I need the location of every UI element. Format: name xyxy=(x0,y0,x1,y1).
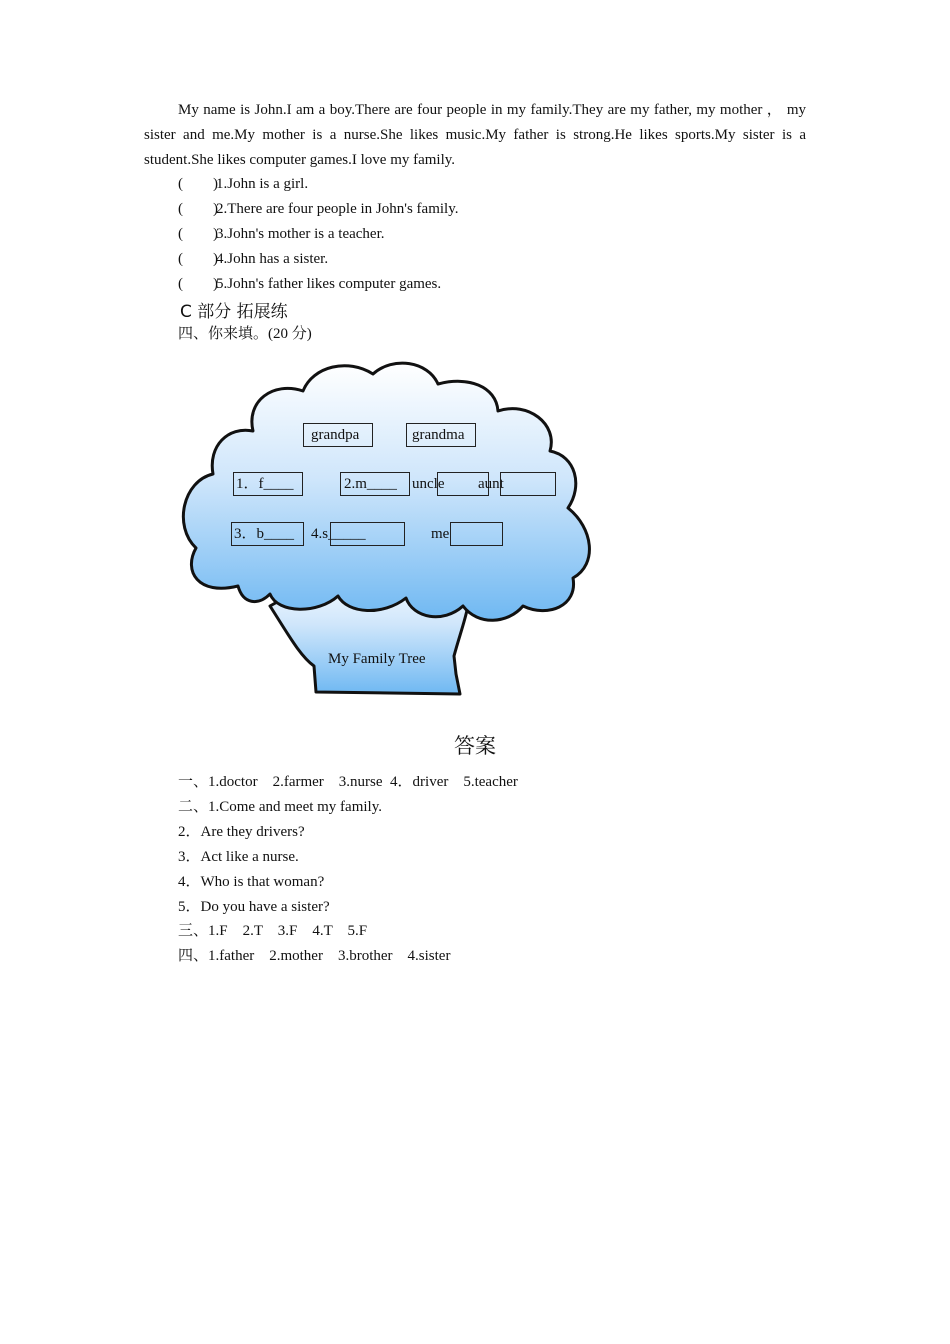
answer-blank[interactable]: ( ) xyxy=(178,176,218,192)
answer-line: 2．Are they drivers? xyxy=(178,824,305,840)
question-text: 3.John's mother is a teacher. xyxy=(216,226,385,242)
section-c-heading: C 部分 拓展练 xyxy=(180,302,288,322)
answer-blank[interactable]: ( ) xyxy=(178,276,218,292)
answers-title: 答案 xyxy=(454,734,496,758)
answer-blank[interactable]: ( ) xyxy=(178,226,218,242)
aunt-label: aunt xyxy=(478,476,504,492)
section-4-heading: 四、你来填。(20 分) xyxy=(178,326,312,342)
question-text: 1.John is a girl. xyxy=(216,176,309,192)
answer-line: 5．Do you have a sister? xyxy=(178,899,330,915)
answer-line: 一、1.doctor 2.farmer 3.nurse 4．driver 5.teacher xyxy=(178,774,518,790)
tree-caption: My Family Tree xyxy=(328,651,426,667)
me-box xyxy=(450,522,503,546)
answer-line: 二、1.Come and meet my family. xyxy=(178,799,382,815)
question-text: 2.There are four people in John's family. xyxy=(216,201,459,217)
uncle-label: uncle xyxy=(412,476,445,492)
grandpa-label: grandpa xyxy=(311,427,360,443)
grandma-label: grandma xyxy=(412,427,465,443)
answer-blank[interactable]: ( ) xyxy=(178,251,218,267)
family-tree xyxy=(178,356,602,706)
mother-blank-label: 2.m____ xyxy=(344,476,397,492)
question-text: 4.John has a sister. xyxy=(216,251,329,267)
answer-line: 三、1.F 2.T 3.F 4.T 5.F xyxy=(178,923,368,939)
sister-box[interactable] xyxy=(330,522,405,546)
question-2 xyxy=(178,197,458,222)
question-3 xyxy=(178,222,385,247)
question-text: 5.John's father likes computer games. xyxy=(216,276,442,292)
sister-blank-label: 4.s_____ xyxy=(311,526,366,542)
answer-line: 4．Who is that woman? xyxy=(178,874,325,890)
father-blank-label: 1．f____ xyxy=(236,476,294,492)
reading-passage: My name is John.I am a boy.There are four people in my family.They are my father, my mother ， my sister and me.My mother is a nurse.She likes music.My father is strong.He likes sports.My sister is a student.She likes computer games.I love my family. xyxy=(144,102,806,168)
question-1 xyxy=(178,172,308,197)
question-5 xyxy=(178,272,441,297)
aunt-box xyxy=(500,472,556,496)
question-4 xyxy=(178,247,328,272)
me-label: me xyxy=(431,526,450,542)
answer-line: 四、1.father 2.mother 3.brother 4.sister xyxy=(178,948,451,964)
brother-blank-label: 3．b____ xyxy=(234,526,295,542)
answer-blank[interactable]: ( ) xyxy=(178,201,218,217)
answer-line: 3．Act like a nurse. xyxy=(178,849,299,865)
